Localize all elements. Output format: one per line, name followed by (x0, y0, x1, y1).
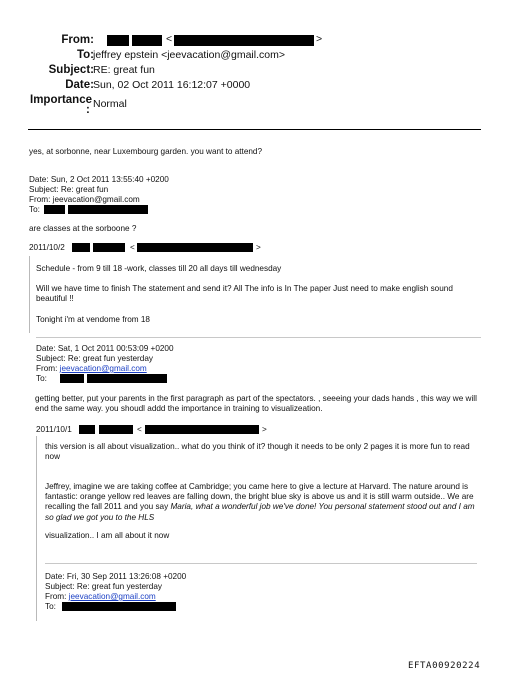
redaction-q5-to (62, 602, 176, 611)
q4-visualization: this version is all about visualization.. what do you think of it? though it needs to be only 2 pages it is more fun to read now (45, 442, 470, 462)
q2-statement: Will we have time to finish The statement and send it? All The info is In The paper Just need to make english sound beautiful !! (36, 284, 453, 304)
subject-label: Subject: (48, 64, 94, 76)
quote-bar-2 (36, 436, 37, 621)
q3-from: From: jeevacation@gmail.com (36, 364, 147, 373)
from-gt: > (316, 33, 323, 45)
q5-date: Date: Fri, 30 Sep 2011 13:26:08 +0200 (45, 572, 187, 581)
quote-divider-2 (45, 563, 477, 564)
q2-lt: < (130, 243, 135, 252)
q1-from: From: jeevacation@gmail.com (29, 195, 140, 204)
q3-subject: Subject: Re: great fun yesterday (36, 354, 153, 363)
q2-gt: > (256, 243, 261, 252)
redaction-q4-email (145, 425, 259, 434)
redaction-q4-name-1 (79, 425, 95, 434)
redaction-q3-to-2 (87, 374, 167, 383)
importance-label: Importance (30, 94, 92, 106)
q1-subject: Subject: Re: great fun (29, 185, 109, 194)
header-divider (28, 129, 481, 130)
q1-to: To: (29, 205, 40, 214)
to-label: To: (76, 49, 94, 61)
q4-wrote-date: 2011/10/1 (36, 425, 72, 434)
q5-to: To: (45, 602, 56, 611)
q1-date: Date: Sun, 2 Oct 2011 13:55:40 +0200 (29, 175, 169, 184)
importance-value: Normal (93, 98, 127, 110)
from-lt: < (166, 33, 173, 45)
redaction-q2-email (137, 243, 253, 252)
bates-number: EFTA00920224 (408, 661, 481, 671)
q2-tonight: Tonight i'm at vendome from 18 (36, 315, 150, 324)
quote-bar-1 (29, 256, 30, 333)
q4-gt: > (262, 425, 267, 434)
quote-divider-1 (36, 337, 481, 338)
redaction-from-email (174, 35, 314, 46)
to-value: jeffrey epstein <jeevacation@gmail.com> (93, 49, 285, 61)
redaction-q2-name-1 (72, 243, 90, 252)
q5-from: From: jeevacation@gmail.com (45, 592, 156, 601)
redaction-q3-to-1 (60, 374, 84, 383)
q2-wrote-date: 2011/10/2 (29, 243, 65, 252)
q5-from-email-link[interactable]: jeevacation@gmail.com (68, 592, 156, 601)
importance-colon: : (86, 104, 90, 116)
date-value: Sun, 02 Oct 2011 16:12:07 +0000 (93, 79, 251, 91)
q4-lt: < (137, 425, 142, 434)
from-label: From: (61, 34, 94, 46)
getting-better-text: getting better, put your parents in the first paragraph as part of the spectators. , seeeing your dads hands , this way we will end the same way. you shoudl addd the importance in training to visualizeation. (35, 394, 477, 414)
redaction-q1-to-1 (44, 205, 65, 214)
q4-jeffrey-paragraph: Jeffrey, imagine we are taking coffee at Cambridge; you came here to give a lecture at Harvard. The nature around is fantastic: orange yellow red leaves are falling down, the bright blue sky is above us and it is still warm outside.. We are recalling the fall 2011 and you say Maria, what a wonderful job we've done! You personal statement stood out and I am so glad we got you to the HLS (45, 482, 475, 522)
q5-subject: Subject: Re: great fun yesterday (45, 582, 162, 591)
q3-date: Date: Sat, 1 Oct 2011 00:53:09 +0200 (36, 344, 174, 353)
q4-all-about: visualization.. I am all about it now (45, 531, 170, 540)
redaction-from-name-1 (107, 35, 129, 46)
reply-line: yes, at sorbonne, near Luxembourg garden. you want to attend? (29, 147, 263, 156)
redaction-q1-to-2 (68, 205, 148, 214)
subject-value: RE: great fun (93, 64, 155, 76)
q3-to: To: (36, 374, 47, 383)
redaction-q2-name-2 (93, 243, 125, 252)
redaction-from-name-2 (132, 35, 162, 46)
q3-from-email-link[interactable]: jeevacation@gmail.com (59, 364, 147, 373)
redaction-q4-name-2 (99, 425, 133, 434)
date-label: Date: (65, 79, 94, 91)
q1-text: are classes at the sorboone ? (29, 224, 137, 233)
q2-schedule: Schedule - from 9 till 18 -work, classes till 20 all days till wednesday (36, 264, 282, 273)
